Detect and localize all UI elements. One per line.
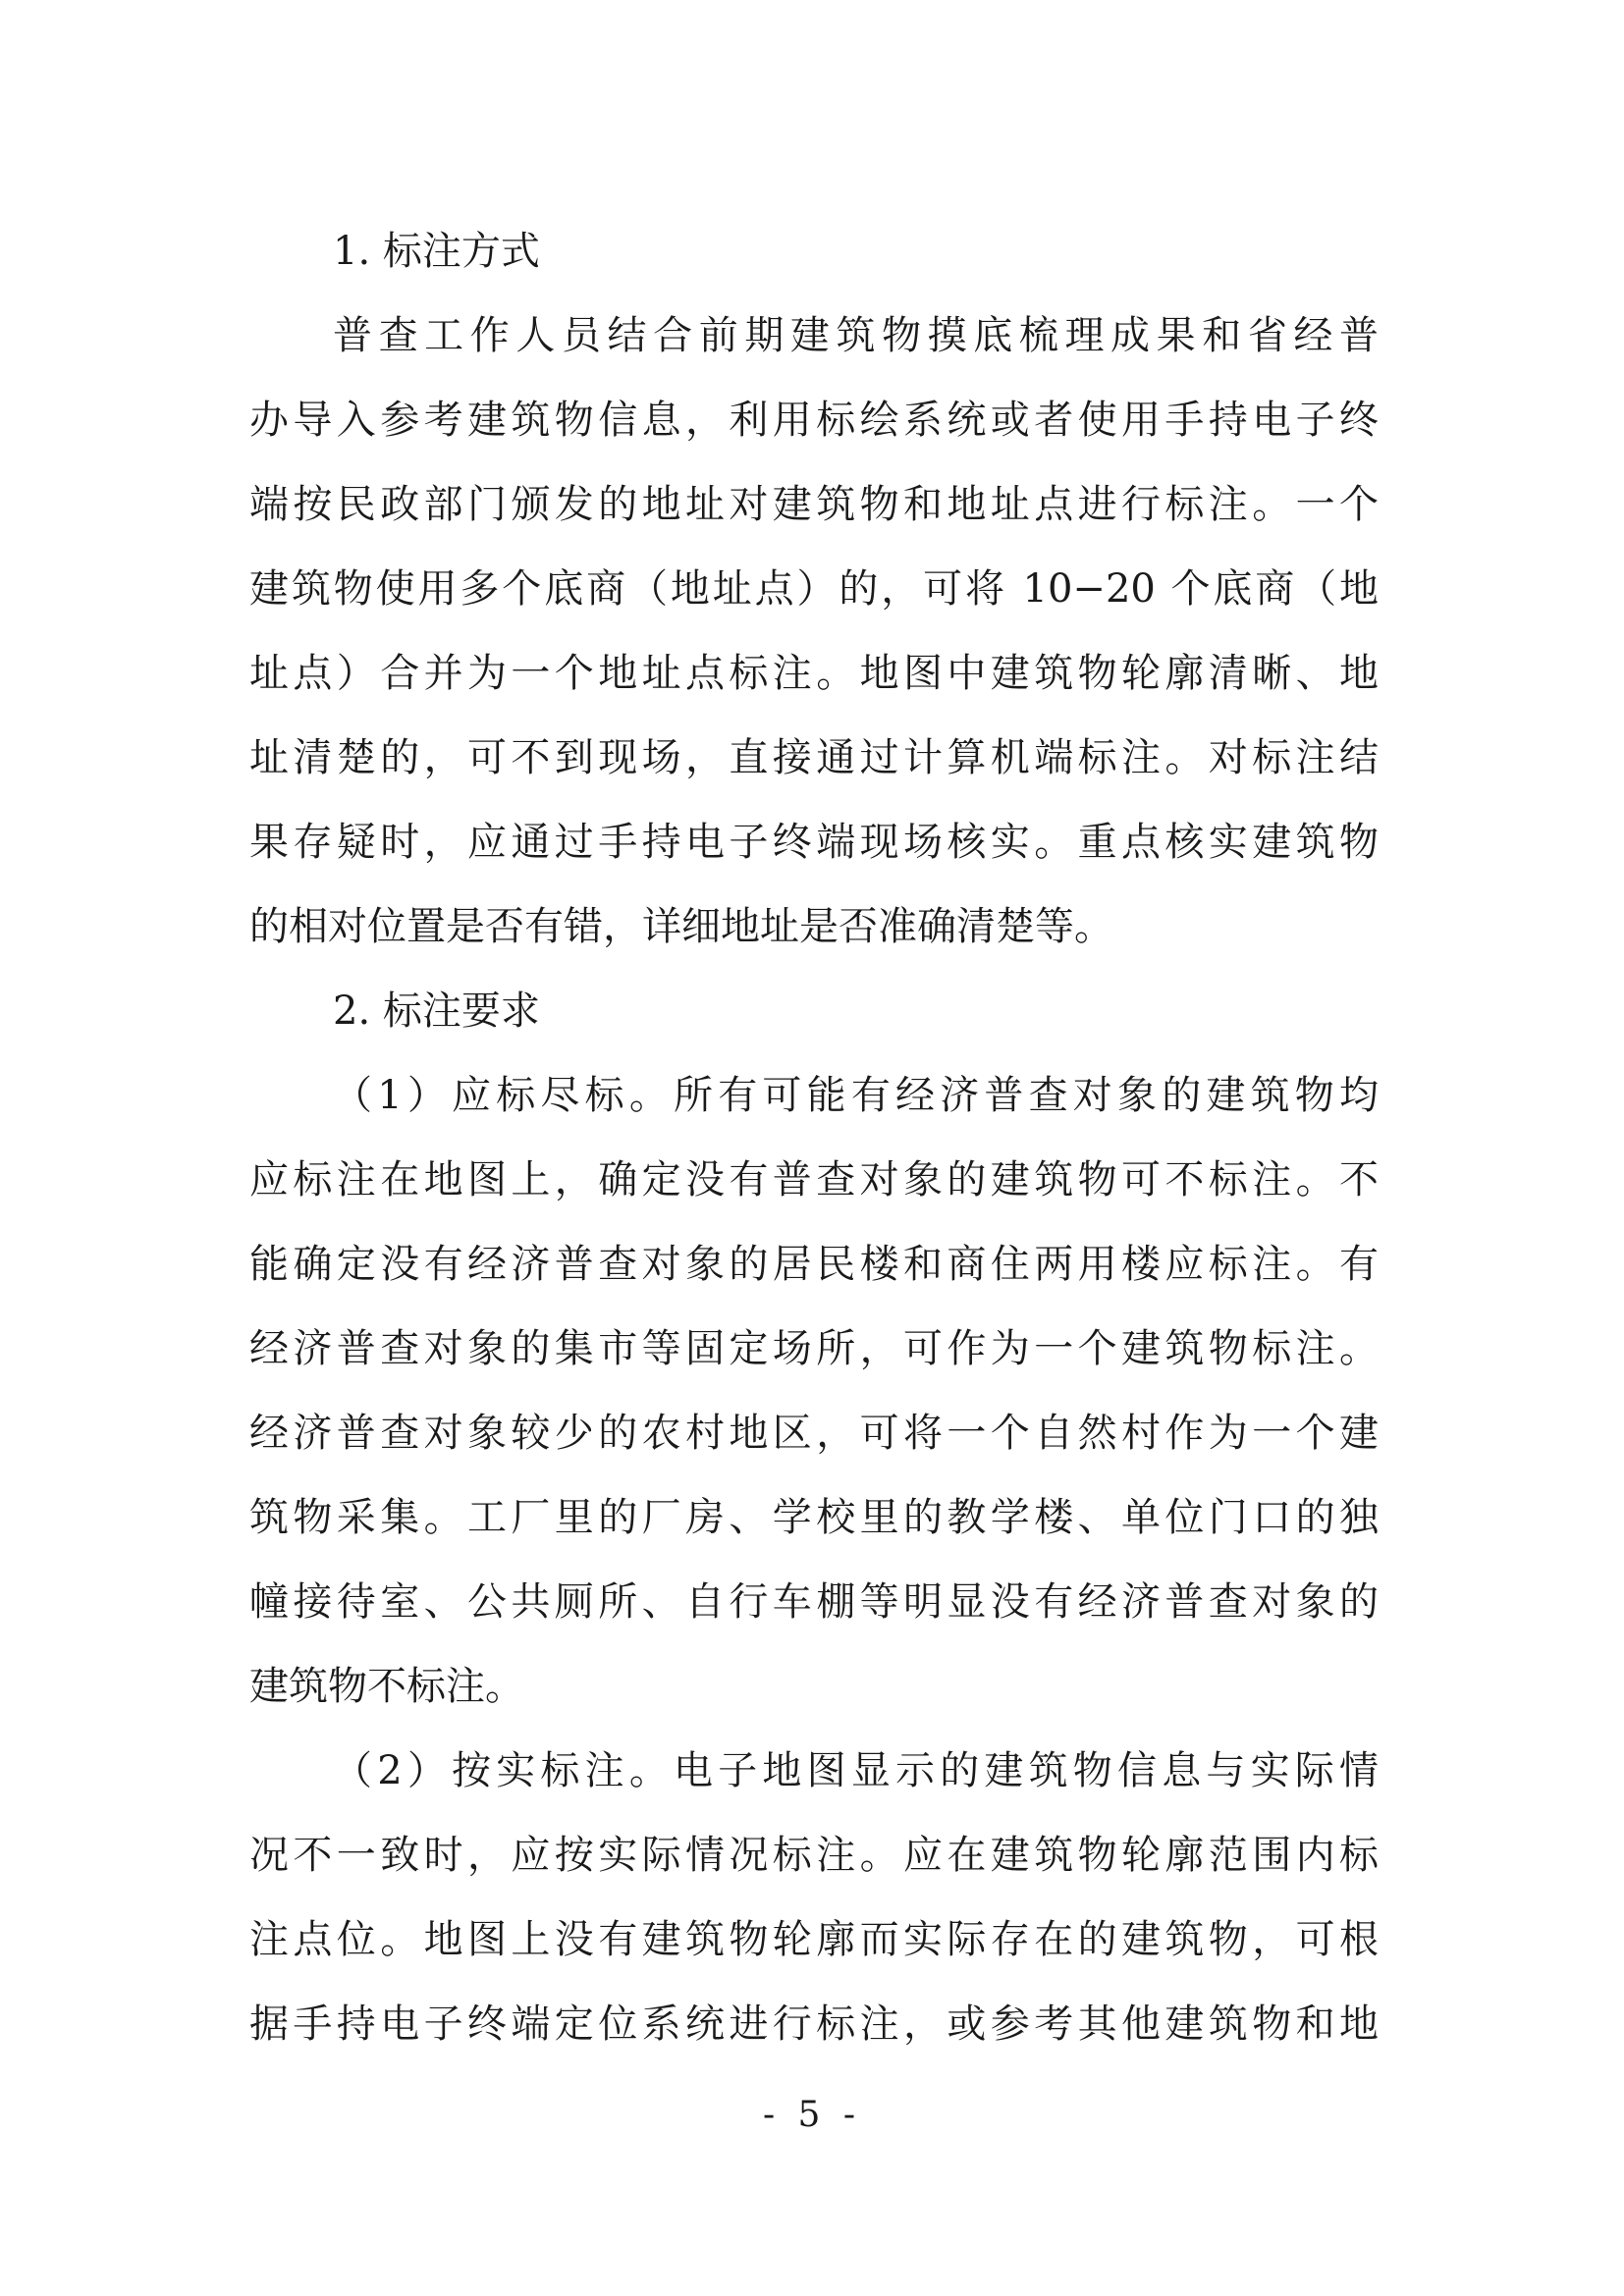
paragraph-line: 端按民政部门颁发的地址对建筑物和地址点进行标注。一个 (249, 482, 1379, 527)
paragraph-line: 址清楚的，可不到现场，直接通过计算机端标注。对标注结 (249, 735, 1379, 780)
paragraph-line: 注点位。地图上没有建筑物轮廓而实际存在的建筑物，可根 (249, 1917, 1379, 1962)
page-number: - 5 - (762, 2095, 862, 2135)
paragraph-line: 经济普查对象的集市等固定场所，可作为一个建筑物标注。 (249, 1326, 1379, 1371)
paragraph-line: 据手持电子终端定位系统进行标注，或参考其他建筑物和地 (249, 2002, 1379, 2047)
paragraph-line: 况不一致时，应按实际情况标注。应在建筑物轮廓范围内标 (249, 1833, 1379, 1878)
paragraph-line: 址点）合并为一个地址点标注。地图中建筑物轮廓清晰、地 (249, 651, 1379, 696)
paragraph-line: （2）按实标注。电子地图显示的建筑物信息与实际情 (333, 1748, 1379, 1793)
section-heading-labeling-method: 1. 标注方式 (333, 229, 540, 274)
paragraph-line: 建筑物使用多个底商（地址点）的，可将 10−20 个底商（地 (249, 566, 1379, 612)
paragraph-line: 果存疑时，应通过手持电子终端现场核实。重点核实建筑物 (249, 820, 1379, 865)
paragraph-line: 应标注在地图上，确定没有普查对象的建筑物可不标注。不 (249, 1157, 1379, 1202)
paragraph-line: 能确定没有经济普查对象的居民楼和商住两用楼应标注。有 (249, 1242, 1379, 1287)
paragraph-line: 建筑物不标注。 (249, 1664, 524, 1709)
paragraph-line: 幢接待室、公共厕所、自行车棚等明显没有经济普查对象的 (249, 1579, 1379, 1625)
paragraph-line: 的相对位置是否有错，详细地址是否准确清楚等。 (249, 904, 1113, 949)
section-heading-labeling-requirements: 2. 标注要求 (333, 988, 540, 1034)
paragraph-line: （1）应标尽标。所有可能有经济普查对象的建筑物均 (333, 1073, 1379, 1118)
paragraph-line: 筑物采集。工厂里的厂房、学校里的教学楼、单位门口的独 (249, 1495, 1379, 1540)
paragraph-line: 普查工作人员结合前期建筑物摸底梳理成果和省经普 (333, 313, 1379, 358)
paragraph-line: 办导入参考建筑物信息，利用标绘系统或者使用手持电子终 (249, 398, 1379, 443)
paragraph-line: 经济普查对象较少的农村地区，可将一个自然村作为一个建 (249, 1411, 1379, 1456)
